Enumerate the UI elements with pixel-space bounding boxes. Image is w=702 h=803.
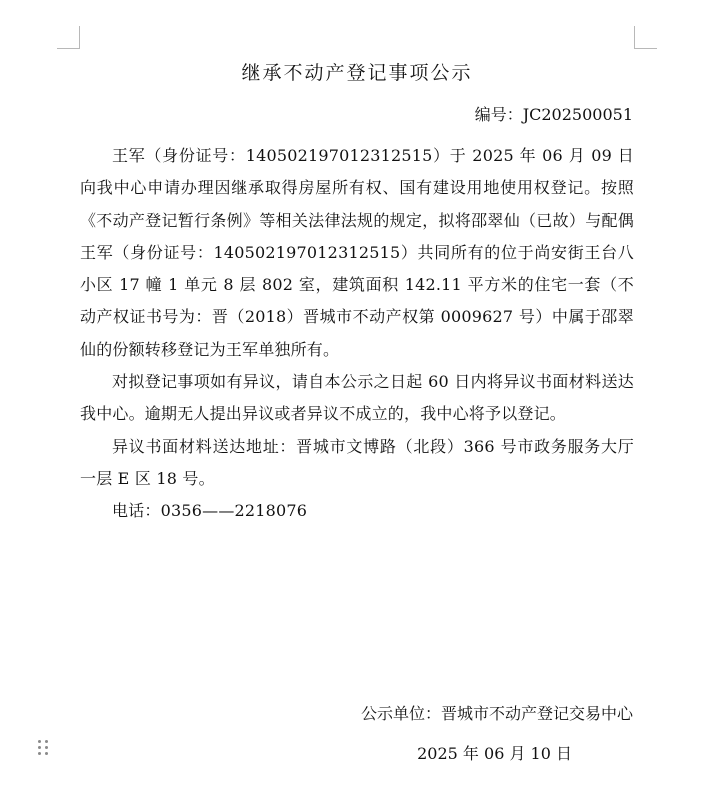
body-paragraph-objection: 对拟登记事项如有异议，请自本公示之日起 60 日内将异议书面材料送达我中心。逾期无人提出异议或者异议不成立的，我中心将予以登记。 <box>80 372 634 424</box>
page-corner-mark-top-left <box>57 26 80 49</box>
publisher-line: 公示单位：晋城市不动产登记交易中心 <box>360 704 633 723</box>
body-paragraph-address: 异议书面材料送达地址：晋城市文博路（北段）366 号市政务服务大厅一层 E 区 18 号。 <box>80 436 634 488</box>
drag-handle-icon[interactable] <box>38 740 50 756</box>
body-paragraph-phone: 电话：0356——2218076 <box>112 501 308 521</box>
publish-date: 2025 年 06 月 10 日 <box>417 744 572 763</box>
document-body <box>80 140 634 528</box>
page-corner-mark-top-right <box>634 26 657 49</box>
document-title: 继承不动产登记事项公示 <box>241 62 473 84</box>
body-paragraph-notice: 王军（身份证号：140502197012312515）于 2025 年 06 月 09 日向我中心申请办理因继承取得房屋所有权、国有建设用地使用权登记。按照《不动产登记暂行条例》等相关法律法规的规定，拟将邵翠仙（已故）与配偶王军（身份证号：140502197012312515）共同所有的位于尚安街王台八小区 17 幢 1 单元 8 层 802 室，建筑面积 142.11 平方米的住宅一套（不动产权证书号为：晋（2018）晋城市不动产权第 0009627 号）中属于邵翠仙的份额转移登记为王军单独所有。 <box>80 146 634 359</box>
document-number: 编号：JC202500051 <box>474 105 633 124</box>
